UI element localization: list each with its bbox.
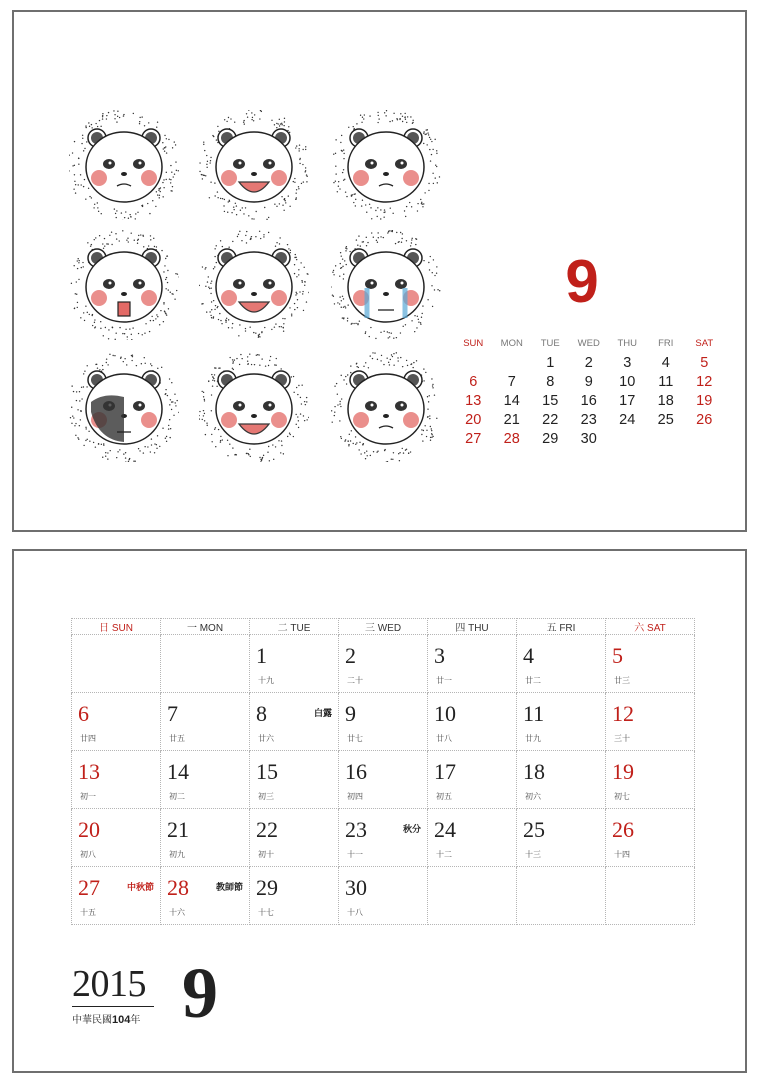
day-number: 27 <box>78 875 100 900</box>
day-cell <box>72 635 161 693</box>
day-cell <box>250 693 339 751</box>
day-cell <box>339 809 428 867</box>
month-number-large: 9 <box>565 248 599 315</box>
weekday-header: 三 WED <box>339 619 428 635</box>
day-number: 15 <box>256 759 278 784</box>
panda-crying-icon <box>331 230 441 340</box>
mini-day: 21 <box>503 411 520 428</box>
day-cell <box>606 751 695 809</box>
mini-weekday-header <box>454 334 724 353</box>
day-number: 1 <box>256 643 267 668</box>
lunar-date: 十二 <box>436 850 452 859</box>
day-number: 14 <box>167 759 189 784</box>
day-cell <box>72 693 161 751</box>
lunar-date: 十四 <box>614 850 630 859</box>
day-number: 2 <box>345 643 356 668</box>
mini-day: 2 <box>584 354 593 371</box>
panda-annoyed-icon <box>331 110 441 220</box>
day-cell <box>72 809 161 867</box>
day-cell <box>161 751 250 809</box>
lunar-date: 初二 <box>169 792 185 801</box>
lunar-date: 廿三 <box>614 676 630 685</box>
lunar-date: 廿八 <box>436 734 452 743</box>
day-number: 9 <box>345 701 356 726</box>
lunar-date: 廿七 <box>347 734 363 743</box>
day-cell <box>339 693 428 751</box>
roc-suffix: 年 <box>130 1015 141 1026</box>
mini-day: 15 <box>542 392 559 409</box>
day-cell <box>517 693 606 751</box>
mini-day: 19 <box>696 392 713 409</box>
day-number: 11 <box>523 701 545 726</box>
lunar-date: 初九 <box>169 850 185 859</box>
day-cell <box>250 751 339 809</box>
weekday-header: 日 SUN <box>72 619 161 635</box>
month-number-serif: 9 <box>182 953 218 1033</box>
day-number: 3 <box>434 643 445 668</box>
mini-week-row <box>454 429 724 448</box>
roc-prefix: 中華民國 <box>72 1015 112 1026</box>
week-row <box>72 693 695 751</box>
day-cell <box>161 693 250 751</box>
day-cell <box>606 635 695 693</box>
mini-day: 17 <box>619 392 636 409</box>
mini-day: 1 <box>546 354 555 371</box>
mini-day: 23 <box>580 411 597 428</box>
lunar-date: 廿二 <box>525 676 541 685</box>
mini-day: 8 <box>546 373 555 390</box>
mini-day: 5 <box>700 354 709 371</box>
panda-grinning-icon <box>199 352 309 462</box>
lunar-date: 十九 <box>258 676 274 685</box>
mini-day: 25 <box>657 411 674 428</box>
lunar-date: 十六 <box>169 908 185 917</box>
day-number: 16 <box>345 759 367 784</box>
day-number: 18 <box>523 759 545 784</box>
day-cell <box>517 867 606 925</box>
mini-day: 29 <box>542 430 559 447</box>
day-cell <box>606 867 695 925</box>
mini-week-row <box>454 372 724 391</box>
mini-day: 20 <box>465 411 482 428</box>
day-number: 25 <box>523 817 545 842</box>
day-cell <box>517 635 606 693</box>
mini-day: 7 <box>507 373 516 390</box>
day-cell <box>161 809 250 867</box>
week-row <box>72 867 695 925</box>
mini-day: 24 <box>619 411 636 428</box>
day-number: 10 <box>434 701 456 726</box>
lunar-date: 初十 <box>258 850 274 859</box>
lunar-date: 十八 <box>347 908 363 917</box>
mini-calendar <box>454 334 724 448</box>
year-divider <box>72 1006 154 1007</box>
weekday-header: 一 MON <box>161 619 250 635</box>
mini-day: 12 <box>696 373 713 390</box>
day-cell <box>606 809 695 867</box>
day-cell <box>161 867 250 925</box>
day-cell <box>72 867 161 925</box>
mini-day: 26 <box>696 411 713 428</box>
mini-week-row <box>454 391 724 410</box>
lunar-date: 十七 <box>258 908 274 917</box>
mini-day: 16 <box>580 392 597 409</box>
day-cell <box>72 751 161 809</box>
mini-day: 4 <box>661 354 670 371</box>
lunar-date: 廿五 <box>169 734 185 743</box>
panda-gloomy-icon <box>69 352 179 462</box>
mini-day: 10 <box>619 373 636 390</box>
day-cell <box>250 809 339 867</box>
day-number: 12 <box>612 701 634 726</box>
lunar-date: 初六 <box>525 792 541 801</box>
mini-weekday-label: TUE <box>540 338 560 349</box>
lunar-date: 初一 <box>80 792 96 801</box>
lunar-date: 廿九 <box>525 734 541 743</box>
day-number: 17 <box>434 759 456 784</box>
day-cell <box>428 751 517 809</box>
day-cell <box>339 867 428 925</box>
lunar-date: 二十 <box>347 676 363 685</box>
mini-day: 30 <box>580 430 597 447</box>
day-cell <box>250 635 339 693</box>
day-cell <box>517 751 606 809</box>
day-number: 23 <box>345 817 367 842</box>
lunar-date: 初四 <box>347 792 363 801</box>
day-number: 24 <box>434 817 456 842</box>
week-row <box>72 635 695 693</box>
mini-week-row <box>454 410 724 429</box>
lunar-date: 廿一 <box>436 676 452 685</box>
lunar-date: 初七 <box>614 792 630 801</box>
mini-day: 9 <box>584 373 593 390</box>
festival-label: 中秋節 <box>126 883 154 893</box>
day-number: 13 <box>78 759 100 784</box>
roc-year-label <box>72 1011 140 1026</box>
mini-weekday-label: THU <box>617 338 638 349</box>
panda-shocked-icon <box>69 230 179 340</box>
lunar-date: 初五 <box>436 792 452 801</box>
day-cell <box>339 751 428 809</box>
lunar-date: 廿四 <box>80 734 96 743</box>
day-number: 7 <box>167 701 178 726</box>
weekday-header: 五 FRI <box>517 619 606 635</box>
day-number: 21 <box>167 817 189 842</box>
mini-day: 11 <box>658 373 674 390</box>
panda-laughing-icon <box>199 110 309 220</box>
panda-surprised-icon <box>69 110 179 220</box>
mini-week-row <box>454 353 724 372</box>
day-cell <box>428 809 517 867</box>
weekday-header: 二 TUE <box>250 619 339 635</box>
panda-joyful-icon <box>199 230 309 340</box>
lunar-date: 十三 <box>525 850 541 859</box>
day-number: 6 <box>78 701 89 726</box>
mini-day: 13 <box>465 392 482 409</box>
day-number: 5 <box>612 643 623 668</box>
weekday-header: 四 THU <box>428 619 517 635</box>
mini-weekday-label: SUN <box>463 338 484 349</box>
mini-day: 28 <box>503 430 520 447</box>
lunar-date: 廿六 <box>258 734 274 743</box>
week-row <box>72 751 695 809</box>
day-cell <box>428 867 517 925</box>
day-cell <box>517 809 606 867</box>
monthly-calendar-grid <box>71 618 695 925</box>
lunar-date: 十一 <box>347 850 363 859</box>
day-cell <box>250 867 339 925</box>
mini-day: 14 <box>503 392 520 409</box>
panda-illustrations <box>69 90 439 480</box>
day-number: 8 <box>256 701 267 726</box>
mini-weekday-label: FRI <box>658 338 674 349</box>
lunar-date: 十五 <box>80 908 96 917</box>
lunar-date: 初八 <box>80 850 96 859</box>
day-cell <box>339 635 428 693</box>
panda-confused-icon <box>331 352 441 462</box>
calendar-page <box>12 549 747 1073</box>
day-cell <box>428 693 517 751</box>
day-number: 19 <box>612 759 634 784</box>
festival-label: 白露 <box>313 709 332 719</box>
roc-number: 104 <box>112 1014 131 1026</box>
day-number: 4 <box>523 643 534 668</box>
day-cell <box>161 635 250 693</box>
day-number: 26 <box>612 817 634 842</box>
festival-label: 秋分 <box>402 825 421 835</box>
day-cell <box>606 693 695 751</box>
mini-day: 3 <box>623 354 632 371</box>
day-cell <box>428 635 517 693</box>
mini-day: 27 <box>465 430 482 447</box>
weekday-header: 六 SAT <box>606 619 695 635</box>
illustration-page <box>12 10 747 532</box>
festival-label: 教師節 <box>215 883 243 893</box>
mini-weekday-label: MON <box>500 338 523 349</box>
mini-weekday-label: SAT <box>695 338 714 349</box>
weekday-header-row <box>72 619 695 635</box>
week-row <box>72 809 695 867</box>
year-label: 2015 <box>72 963 146 1005</box>
day-number: 29 <box>256 875 278 900</box>
mini-day: 6 <box>469 373 478 390</box>
lunar-date: 初三 <box>258 792 274 801</box>
day-number: 28 <box>167 875 189 900</box>
mini-weekday-label: WED <box>577 338 600 349</box>
day-number: 20 <box>78 817 100 842</box>
lunar-date: 三十 <box>614 734 630 743</box>
mini-day: 22 <box>542 411 559 428</box>
mini-day: 18 <box>657 392 674 409</box>
day-number: 30 <box>345 875 367 900</box>
day-number: 22 <box>256 817 278 842</box>
